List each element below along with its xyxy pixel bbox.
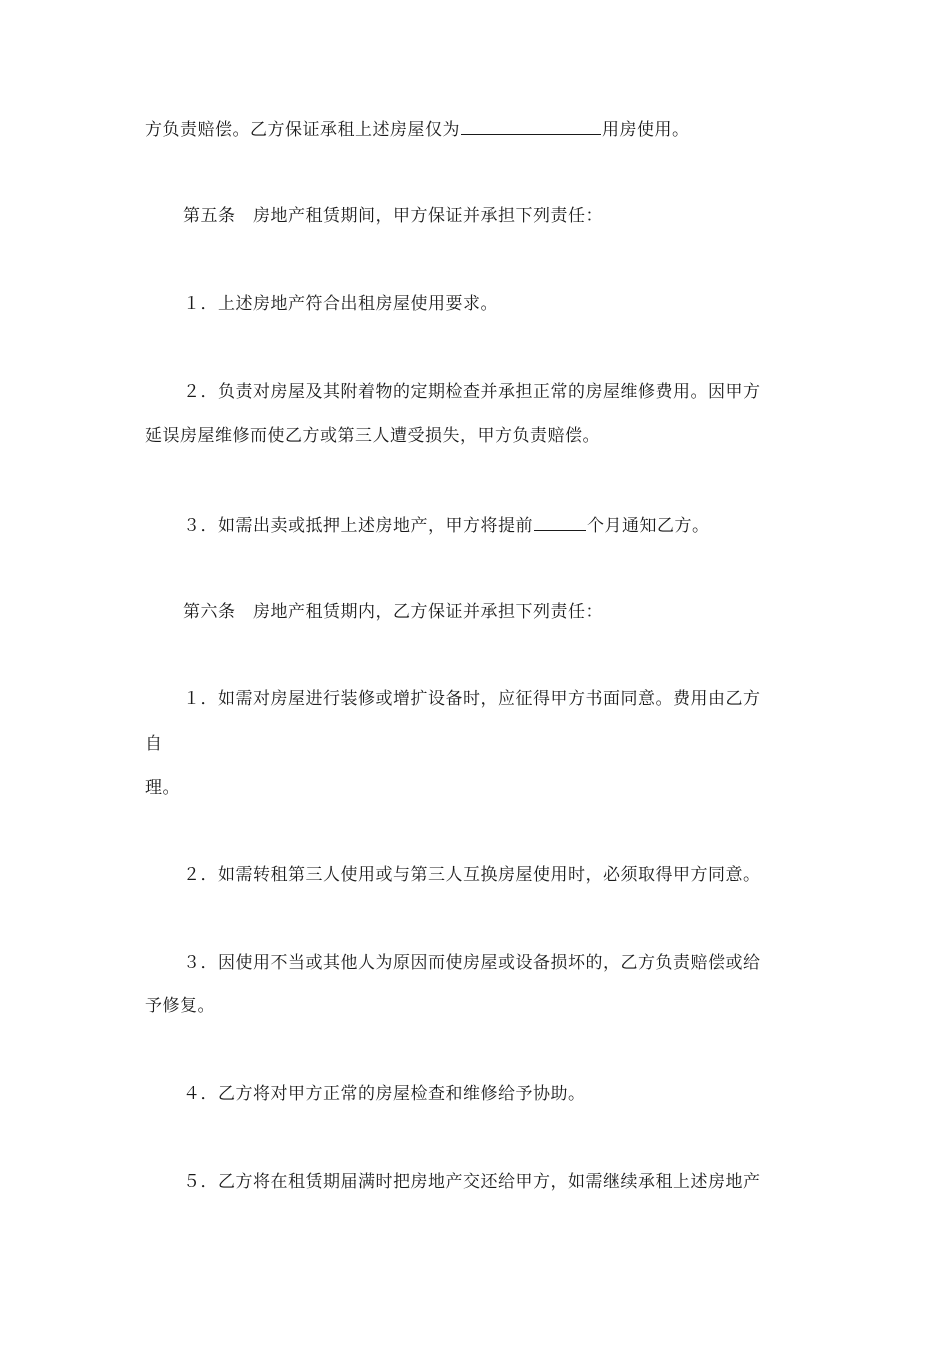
text-line bbox=[145, 116, 690, 141]
clause-continuation: 延误房屋维修而使乙方或第三人遭受损失，甲方负责赔偿。 bbox=[145, 426, 600, 446]
text-segment: 个月通知乙方。 bbox=[587, 516, 710, 536]
text-line bbox=[183, 512, 710, 537]
clause-item: ３．因使用不当或其他人为原因而使房屋或设备损坏的，乙方负责赔偿或给 bbox=[183, 953, 761, 973]
fill-in-blank[interactable] bbox=[534, 512, 586, 531]
article-heading: 第五条 房地产租赁期间，甲方保证并承担下列责任： bbox=[183, 206, 603, 226]
clause-item: １．如需对房屋进行装修或增扩设备时，应征得甲方书面同意。费用由乙方 bbox=[183, 689, 761, 709]
clause-continuation: 自 bbox=[145, 734, 163, 754]
article-heading: 第六条 房地产租赁期内，乙方保证并承担下列责任： bbox=[183, 602, 603, 622]
clause-continuation: 予修复。 bbox=[145, 996, 215, 1016]
text-segment: 方负责赔偿。乙方保证承租上述房屋仅为 bbox=[145, 120, 460, 140]
clause-item: ５．乙方将在租赁期届满时把房地产交还给甲方，如需继续承租上述房地产 bbox=[183, 1172, 761, 1192]
text-segment: ３．如需出卖或抵押上述房地产，甲方将提前 bbox=[183, 516, 533, 536]
clause-item: １．上述房地产符合出租房屋使用要求。 bbox=[183, 294, 498, 314]
clause-item: ４．乙方将对甲方正常的房屋检查和维修给予协助。 bbox=[183, 1084, 586, 1104]
clause-continuation: 理。 bbox=[145, 778, 180, 798]
text-segment: 用房使用。 bbox=[602, 120, 690, 140]
clause-item: ２．如需转租第三人使用或与第三人互换房屋使用时，必须取得甲方同意。 bbox=[183, 865, 761, 885]
fill-in-blank[interactable] bbox=[461, 116, 601, 135]
clause-item: ２．负责对房屋及其附着物的定期检查并承担正常的房屋维修费用。因甲方 bbox=[183, 382, 761, 402]
